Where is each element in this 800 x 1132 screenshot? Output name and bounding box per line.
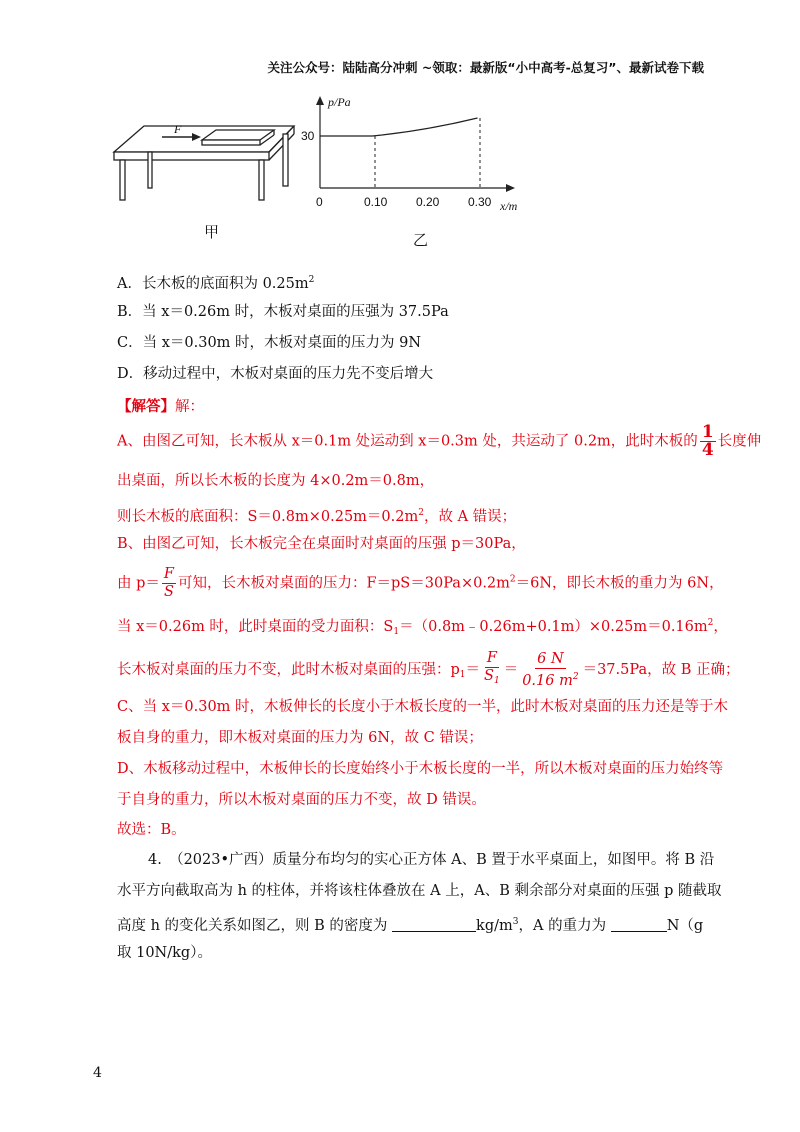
answer-line-3: 则长木板的底面积：$S=0.8m\times 0.25m=0.2m^2$，故 A 错误； xyxy=(117,508,517,525)
force-label: F xyxy=(174,122,182,136)
fraction-6n-over-area: $\frac{6 N}{0.16 m^2}$ xyxy=(522,650,579,689)
x-tick-030: 0.30 xyxy=(468,195,492,209)
answer-line-8: C、当 x＝0.30m 时，木板伸长的长度小于木板长度的一半，此时木板对桌面的压力还是等于木 xyxy=(117,699,729,715)
answer-line-7: 长木板对桌面的压力不变，此时木板对桌面的压强：$p_1=$ $\frac{F}{S_1}$ ＝ $\frac{6 N}{0.16 m^2}$ ＝37.5Pa，故 B 正确； xyxy=(117,650,740,689)
y-tick-30: 30 xyxy=(301,129,315,143)
question4-line-2: 水平方向截取高为 h 的柱体，并将该柱体叠放在 A 上，A、B 剩余部分对桌面的压强 p 随截取 xyxy=(117,883,722,899)
answer-line-4: B、由图乙可知，长木板完全在桌面时对桌面的压强 p＝30Pa， xyxy=(117,536,526,552)
figure-jia-caption: 甲 xyxy=(204,223,220,241)
answer-line-11: 于自身的重力，所以木板对桌面的压力不变，故 D 错误。 xyxy=(117,792,486,808)
answer-tag: 【解答】解： xyxy=(117,398,204,415)
answer-line-2: 出桌面，所以长木板的长度为 4×0.2m＝0.8m， xyxy=(117,473,435,489)
x-tick-0: 0 xyxy=(316,195,323,209)
x-tick-020: 0.20 xyxy=(416,195,440,209)
density-answer-blank[interactable] xyxy=(392,917,476,932)
option-d: D．移动过程中，木板对桌面的压力先不变后增大 xyxy=(117,366,434,382)
question4-line-4: 取 10N/kg）。 xyxy=(117,945,212,961)
fraction-f-over-s: $\frac{F}{S}$ xyxy=(163,566,174,600)
pressure-series-line xyxy=(320,118,478,136)
weight-answer-blank[interactable] xyxy=(611,917,667,932)
answer-choice: 故选：B。 xyxy=(117,822,186,838)
table-board-figure xyxy=(104,112,304,237)
answer-line-5: 由 p＝ $\frac{F}{S}$ 可知，长木板对桌面的压力：$F=pS=30Pa\times 0.2m^2=6N$，即长木板的重力为 6N， xyxy=(117,566,724,600)
answer-line-6: 当 x＝0.26m 时，此时桌面的受力面积：$S_1=(0.8m﹣0.26m+0.1m)\times 0.25m=0.16m^2$， xyxy=(117,618,728,637)
answer-line-10: D、木板移动过程中，木板伸长的长度始终小于木板长度的一半，所以木板对桌面的压力始终等 xyxy=(117,761,724,777)
fraction-one-quarter: $\frac{1}{4}$ xyxy=(701,422,714,460)
page-header: 关注公众号：陆陆高分冲刺 ~领取：最新版“小中高考-总复习”、最新试卷下载 xyxy=(267,60,704,75)
option-b: B．当 x＝0.26m 时，木板对桌面的压强为 37.5Pa xyxy=(117,304,449,320)
question4-line-1: 4. （2023•广西）质量分布均匀的实心正方体 A、B 置于水平桌面上，如图甲。将 B 沿 xyxy=(148,852,715,868)
pressure-graph xyxy=(296,92,546,217)
x-axis-label: x/m xyxy=(500,199,518,213)
option-a: A．长木板的底面积为 $0.25m^2$ xyxy=(117,275,315,292)
option-c: C．当 x＝0.30m 时，木板对桌面的压力为 9N xyxy=(117,335,422,351)
answer-line-1: A、由图乙可知，长木板从 x＝0.1m 处运动到 x＝0.3m 处，共运动了 0.2m，此时木板的 $\frac{1}{4}$ 长度伸 xyxy=(117,422,762,460)
figure-yi-caption: 乙 xyxy=(413,231,429,249)
answer-line-9: 板自身的重力，即木板对桌面的压力为 6N，故 C 错误； xyxy=(117,730,483,746)
x-tick-010: 0.10 xyxy=(364,195,388,209)
fraction-f-over-s1: $\frac{F}{S_1}$ xyxy=(484,650,500,686)
question4-line-3: 高度 h 的变化关系如图乙，则 B 的密度为 $kg/m^3$，A 的重力为 N（g xyxy=(117,917,704,934)
y-axis-label: p/Pa xyxy=(328,95,351,109)
page-number: 4 xyxy=(93,1065,102,1081)
